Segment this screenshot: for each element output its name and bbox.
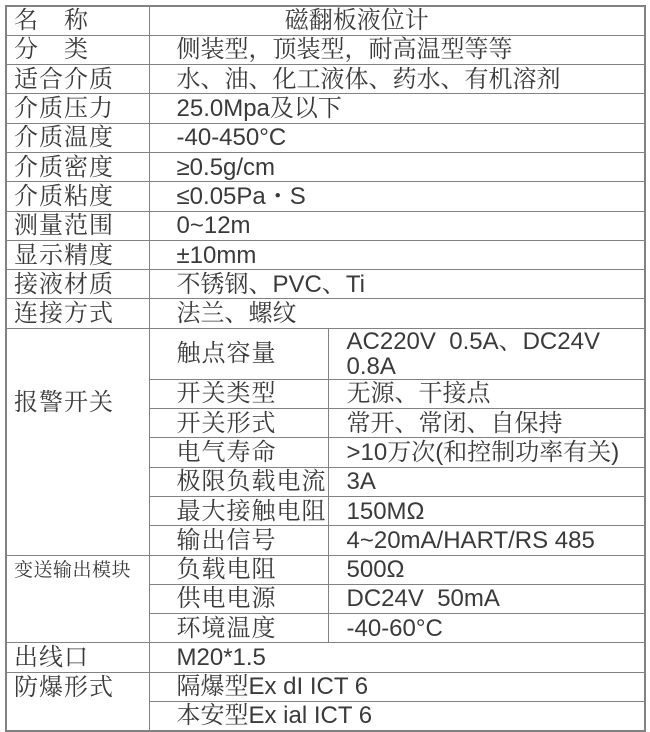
table-row <box>6 152 645 181</box>
row-label-accuracy: 显示精度 <box>6 240 149 269</box>
row-value-pressure: 25.0Mpa及以下 <box>149 94 645 123</box>
row-label-viscosity: 介质粘度 <box>6 182 149 211</box>
table-row <box>6 94 645 123</box>
table-row <box>6 672 645 701</box>
alarm-param: 极限负载电流 <box>149 467 328 496</box>
explosion-value: 隔爆型Ex dI ICT 6 <box>149 672 645 701</box>
row-label-media: 适合介质 <box>6 65 149 94</box>
row-value-range: 0~12m <box>149 211 645 240</box>
explosion-group-label: 防爆形式 <box>6 672 149 731</box>
row-value-temperature: -40-450°C <box>149 123 645 152</box>
transmitter-param: 环境温度 <box>149 614 328 643</box>
spec-table <box>5 5 646 732</box>
row-label-pressure: 介质压力 <box>6 94 149 123</box>
alarm-value: >10万次(和控制功率有关) <box>328 438 645 467</box>
row-value-viscosity: ≤0.05Pa・S <box>149 182 645 211</box>
row-label-density: 介质密度 <box>6 152 149 181</box>
alarm-value: 150MΩ <box>328 496 645 525</box>
alarm-param: 开关形式 <box>149 409 328 438</box>
row-label-category: 分 类 <box>6 35 149 64</box>
table-row <box>6 240 645 269</box>
alarm-value: 4~20mA/HART/RS 485 <box>328 526 645 555</box>
table-row <box>6 211 645 240</box>
transmitter-param: 负载电阻 <box>149 555 328 584</box>
row-label-temperature: 介质温度 <box>6 123 149 152</box>
alarm-value: 常开、常闭、自保持 <box>328 409 645 438</box>
alarm-group-label: 报警开关 <box>6 328 149 555</box>
table-row <box>6 328 645 379</box>
table-row <box>6 555 645 584</box>
transmitter-value: DC24V 50mA <box>328 584 645 613</box>
transmitter-value: 500Ω <box>328 555 645 584</box>
row-label-outlet: 出线口 <box>6 643 149 672</box>
transmitter-param: 供电电源 <box>149 584 328 613</box>
table-row <box>6 35 645 64</box>
row-label-connection: 连接方式 <box>6 299 149 328</box>
row-value-outlet: M20*1.5 <box>149 643 645 672</box>
row-value-density: ≥0.5g/cm <box>149 152 645 181</box>
row-value-media: 水、油、化工液体、药水、有机溶剂 <box>149 65 645 94</box>
table-row <box>6 123 645 152</box>
alarm-value: 3A <box>328 467 645 496</box>
transmitter-value: -40-60°C <box>328 614 645 643</box>
row-label-range: 测量范围 <box>6 211 149 240</box>
table-row <box>6 65 645 94</box>
row-value-material: 不锈钢、PVC、Ti <box>149 270 645 299</box>
explosion-value: 本安型Ex ial ICT 6 <box>149 702 645 731</box>
alarm-param: 开关类型 <box>149 379 328 408</box>
alarm-value: AC220V 0.5A、DC24V 0.8A <box>328 328 645 379</box>
alarm-value: 无源、干接点 <box>328 379 645 408</box>
alarm-param: 输出信号 <box>149 526 328 555</box>
table-row <box>6 643 645 672</box>
product-title: 磁翻板液位计 <box>149 6 645 35</box>
table-row <box>6 6 645 35</box>
table-row <box>6 182 645 211</box>
row-value-category: 侧装型，顶装型，耐高温型等等 <box>149 35 645 64</box>
row-value-accuracy: ±10mm <box>149 240 645 269</box>
alarm-param: 触点容量 <box>149 328 328 379</box>
row-value-connection: 法兰、螺纹 <box>149 299 645 328</box>
row-label-material: 接液材质 <box>6 270 149 299</box>
transmitter-group-label: 变送输出模块 <box>6 555 149 643</box>
alarm-param: 电气寿命 <box>149 438 328 467</box>
table-row <box>6 299 645 328</box>
row-label-name: 名 称 <box>6 6 149 35</box>
table-row <box>6 270 645 299</box>
alarm-param: 最大接触电阻 <box>149 496 328 525</box>
